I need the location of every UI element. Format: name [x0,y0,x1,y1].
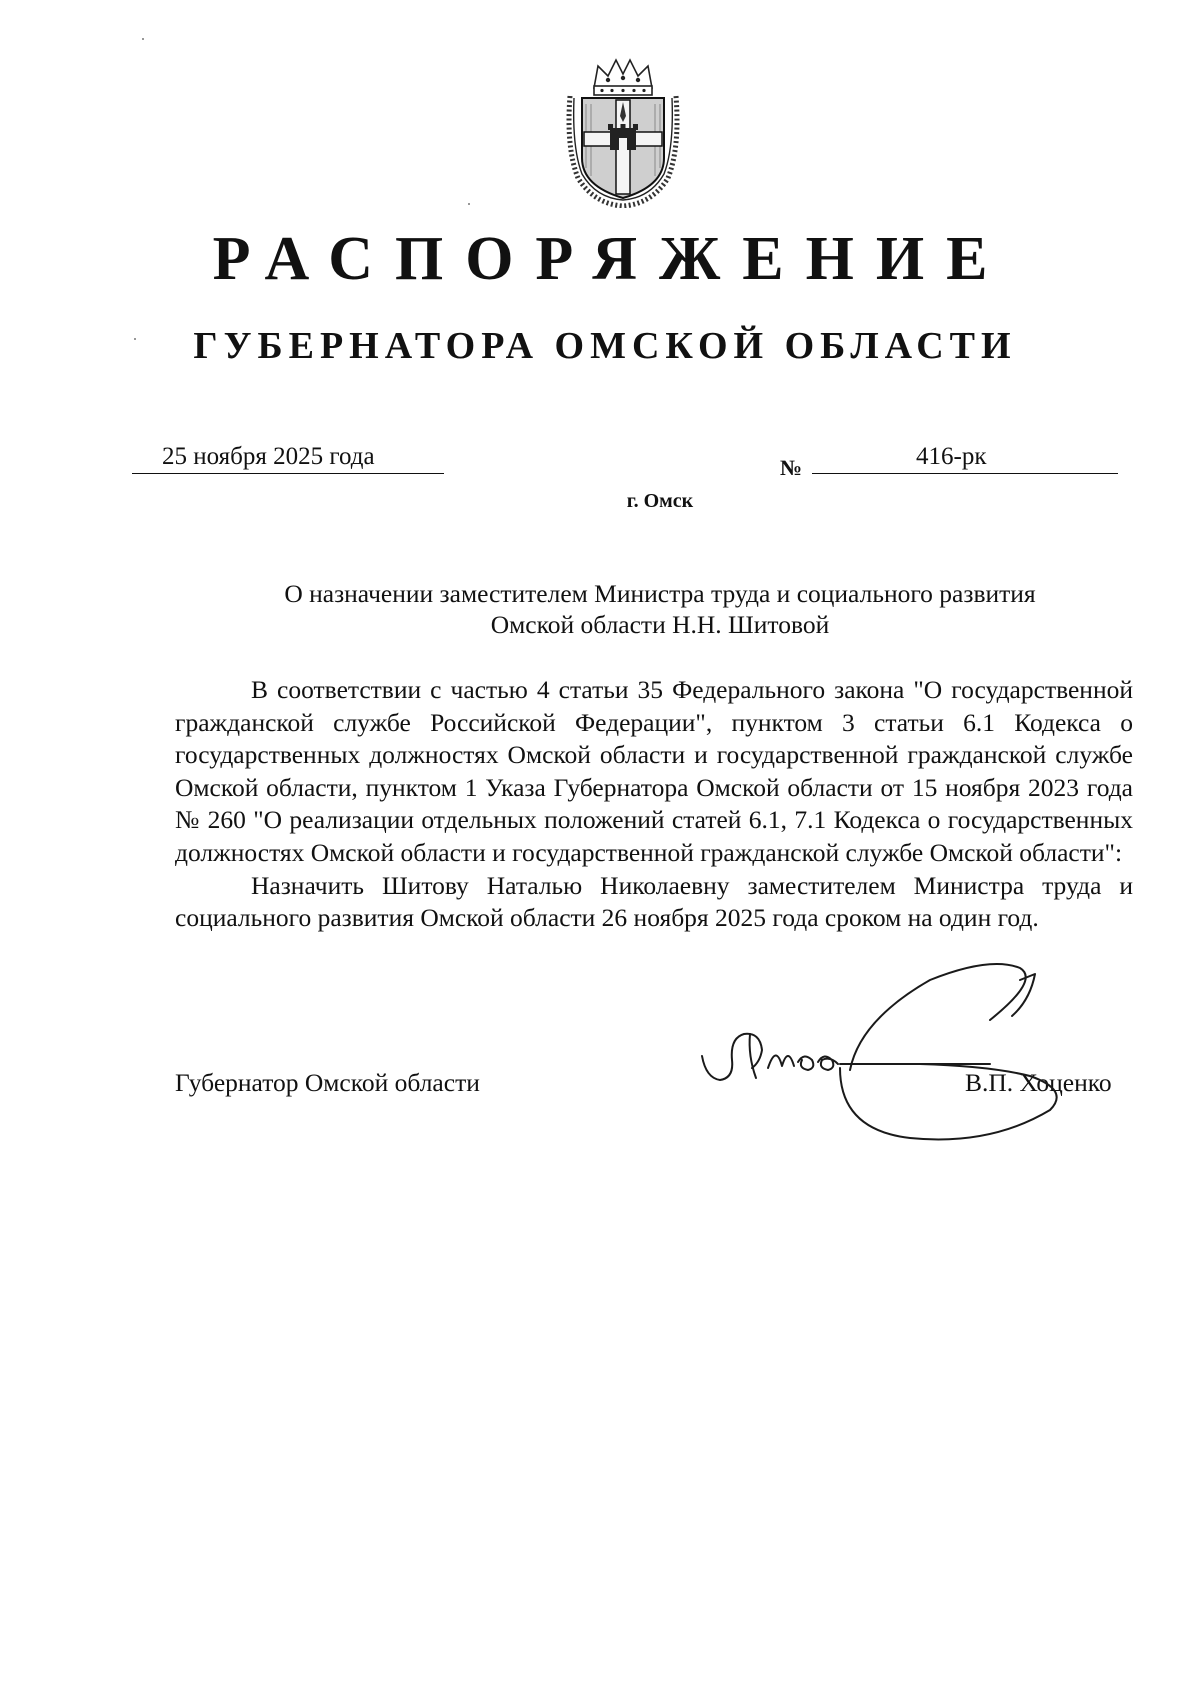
document-number-field [812,443,1118,474]
scan-speck [142,38,144,40]
document-city: г. Омск [626,490,694,512]
signer-name: В.П. Хоценко [965,1068,1112,1097]
heading-line-2: Омской области Н.Н. Шитовой [490,610,830,639]
omsk-coat-of-arms-icon [564,58,682,208]
body-paragraph-2: Назначить Шитову Наталью Николаевну заместителем Министра труда и социального развития Омской области 26 ноября 2025 года сроком на один год. [175,870,1133,933]
document-body [175,674,1133,935]
scan-speck [468,203,470,205]
signer-position: Губернатор Омской области [175,1068,480,1097]
document-number: 416-рк [916,443,987,470]
heading-line-1: О назначении заместителем Министра труда и социального развития [284,579,1036,608]
document-title: РАСПОРЯЖЕНИЕ [212,225,1010,293]
document-subtitle: ГУБЕРНАТОРА ОМСКОЙ ОБЛАСТИ [193,325,1017,367]
document-heading [160,578,1160,640]
handwritten-signature-icon [690,960,1130,1170]
document-date: 25 ноября 2025 года [162,443,375,470]
body-paragraph-1: В соответствии с частью 4 статьи 35 Федерального закона "О государственной гражданской службе Российской Федерации", пунктом 3 статьи 6.1 Кодекса о государственных должностях Омской области и государственной гражданской службе Омской области, пунктом 1 Указа Губернатора Омской области от 15 ноября 2023 года № 260 "О реализации отдельных положений статей 6.1, 7.1 Кодекса о государственных должностях Омской области и государственной гражданской службе Омской области": [175,675,1133,867]
number-label: № [780,455,803,480]
document-date-field [132,443,444,474]
